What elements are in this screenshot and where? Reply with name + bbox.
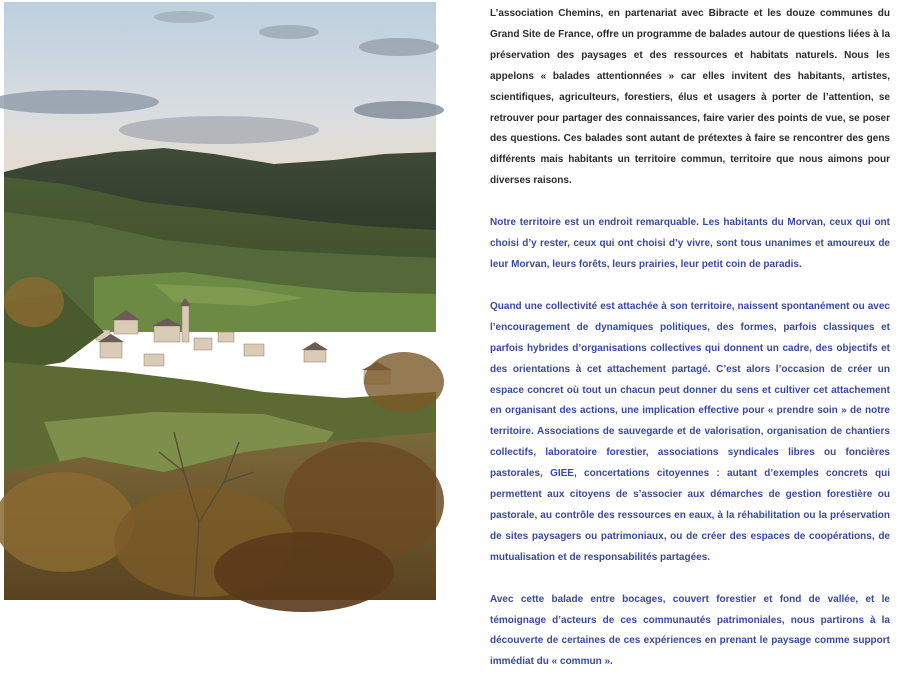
territory-paragraph: Notre territoire est un endroit remarquable. Les habitants du Morvan, ceux qui ont choisi d’y rester, ceux qui ont choisi d’y vivre, sont tous unanimes et amoureux de leur Morvan, leurs forêts, leurs prairies, leur petit coin de paradis.: [490, 217, 890, 270]
walk-paragraph: Avec cette balade entre bocages, couvert forestier et fond de vallée, et le témoignage d’acteurs de ces communautés patrimoniales, nous partirons à la découverte de certaines de ces expériences en prenant le paysage comme support immédiat du « commun ».: [490, 593, 890, 668]
intro-paragraph: L’association Chemins, en partenariat avec Bibracte et les douze communes du Grand Site de France, offre un programme de balades autour de questions liées à la préservation des paysages et des ressources et habitats naturels. Nous les appelons « balades attentionnées » car elles invitent des habitants, artistes, scientifiques, agriculteurs, forestiers, élus et usagers à porter de l’attention, se retrouver pour partager des connaissances, faire varier des points de vue, se poser des questions. Ces balades sont autant de prétextes à faire se rencontrer des gens différents mais habitants un territoire commun, territoire que nous aimons pour diverses raisons.: [490, 8, 890, 187]
landscape-photo: [4, 2, 436, 600]
collectivity-paragraph: Quand une collectivité est attachée à son territoire, naissent spontanément ou avec l’encouragement de dynamiques politiques, des formes, parfois classiques et parfois hybrides d’organisations collectives qui donnent un cadre, des objectifs et des orientations à cet attachement partagé. C’est alors l’occasion de créer un espace concret où tout un chacun peut donner du sens et cultiver cet attachement en organisant des actions, une implication effective pour « prendre soin » de notre territoire. Associations de sauvegarde et de valorisation, organisation de chantiers collectifs, laboratoire forestier, associations syndicales libres ou foncières pastorales, GIEE, concertations citoyennes : autant d’exemples concrets qui permettent aux citoyens de s’associer aux démarches de gestion forestière ou pastorale, au contrôle des ressources en eaux, à la réhabilitation ou la préservation de sites paysagers ou patrimoniaux, ou de créer des espaces de coopérations, de mutualisation et de responsabilités partagées.: [490, 300, 890, 563]
article-text: [490, 4, 890, 694]
